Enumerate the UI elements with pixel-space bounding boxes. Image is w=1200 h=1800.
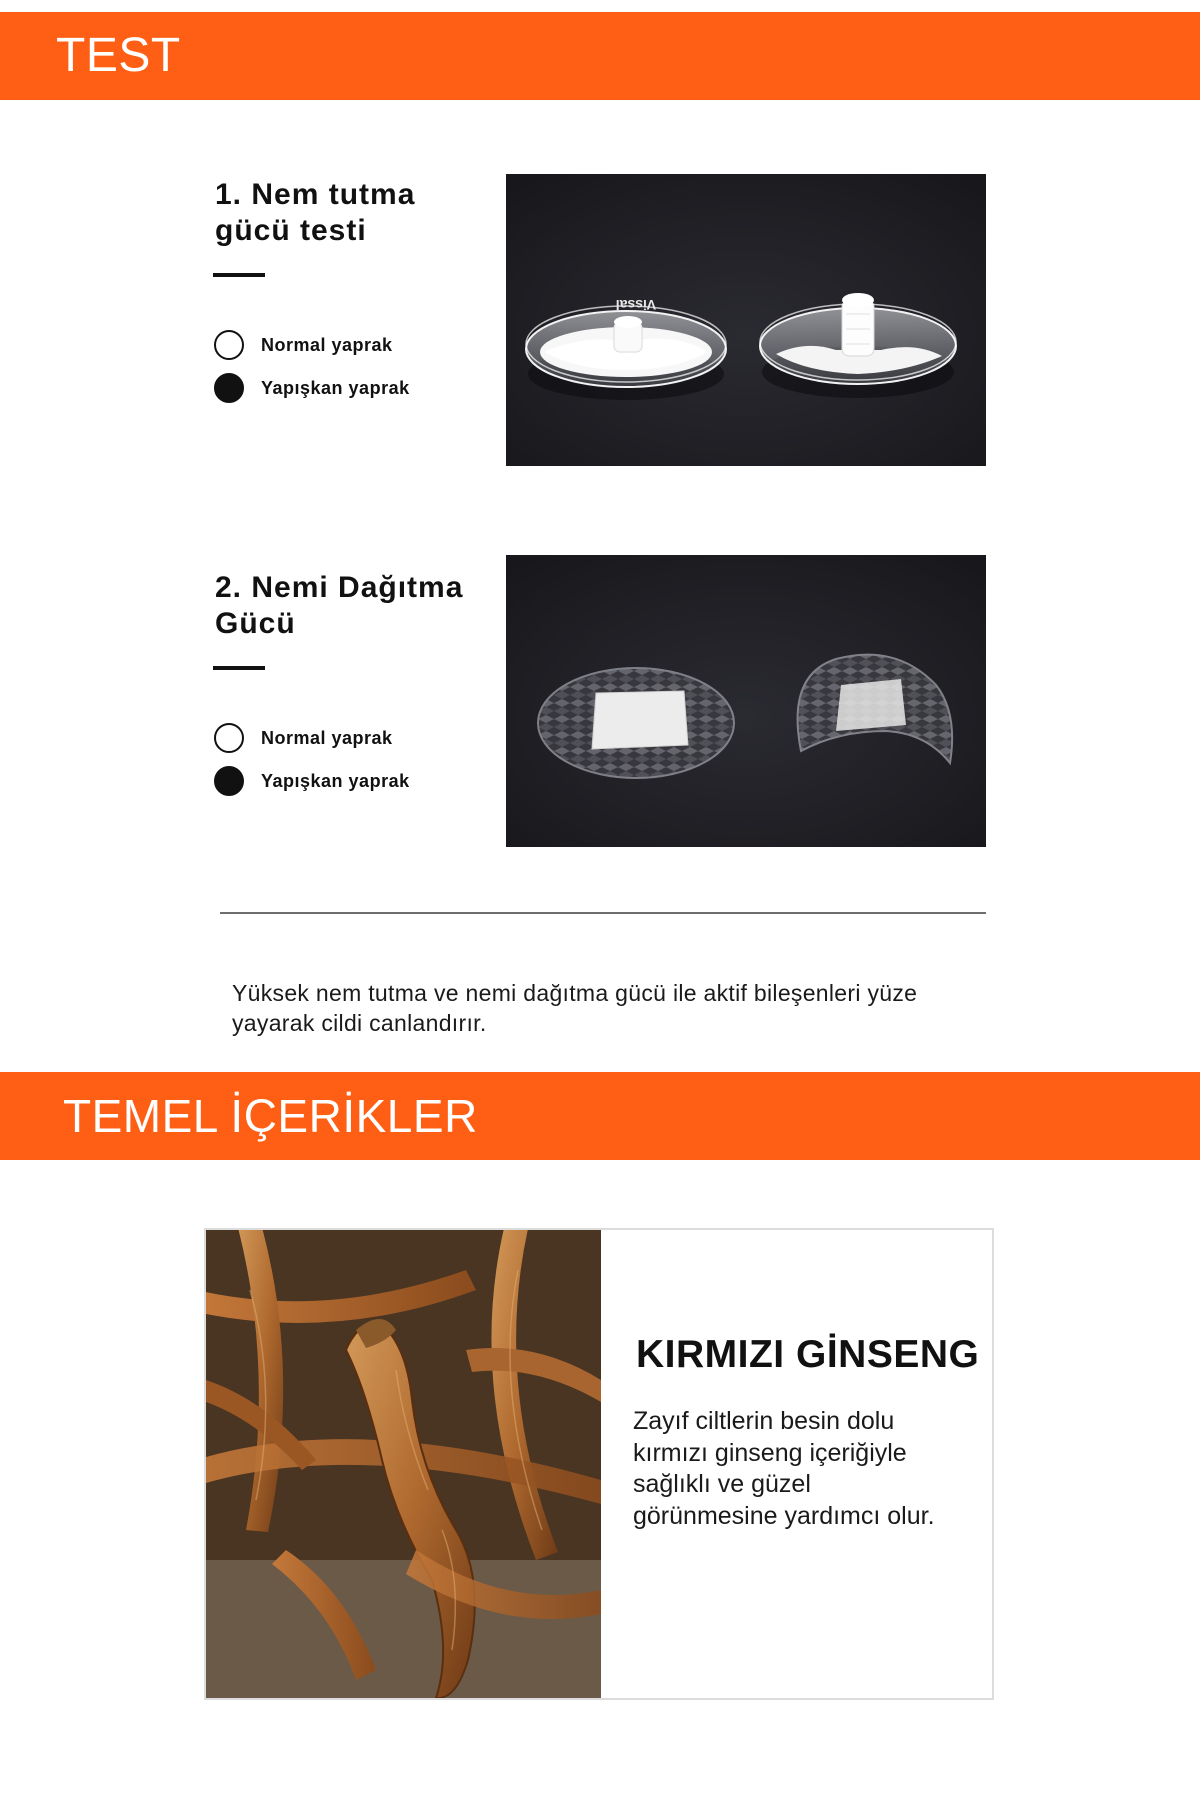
ginseng-illustration <box>206 1230 601 1698</box>
legend-item-adhesive <box>214 371 410 405</box>
legend-label: Normal yaprak <box>261 727 393 748</box>
patch-photo <box>506 555 986 847</box>
test-title: 1. Nem tutma gücü testi <box>215 178 416 247</box>
legend-item-normal <box>214 721 393 755</box>
legend-label: Normal yaprak <box>261 334 393 355</box>
petri-dish-photo <box>506 174 986 466</box>
ingredient-name: KIRMIZI GİNSENG <box>636 1333 980 1376</box>
section-divider <box>220 912 986 914</box>
title-underline <box>213 273 265 277</box>
ingredients-header-title: TEMEL İÇERİKLER <box>63 1090 478 1142</box>
legend-label: Yapışkan yaprak <box>261 770 410 791</box>
hollow-circle-icon <box>214 330 244 360</box>
patch-illustration <box>506 555 986 847</box>
dish-label: Vissal <box>615 297 656 313</box>
petri-dish-illustration <box>506 174 986 466</box>
title-underline <box>213 666 265 670</box>
ingredient-description: Zayıf ciltlerin besin dolu kırmızı ginseng içeriğiyle sağlıklı ve güzel görünmesine yardımcı olur. <box>633 1407 935 1530</box>
test-header-title: TEST <box>56 29 181 82</box>
test-title: 2. Nemi Dağıtma Gücü <box>215 571 464 640</box>
hollow-circle-icon <box>214 723 244 753</box>
red-ginseng-photo <box>206 1230 601 1698</box>
ingredients-header-band <box>0 1072 1200 1160</box>
ingredient-card <box>204 1228 994 1700</box>
filled-circle-icon <box>214 373 244 403</box>
filled-circle-icon <box>214 766 244 796</box>
test-summary: Yüksek nem tutma ve nemi dağıtma gücü ile aktif bileşenleri yüze yayarak cildi canlandırır. <box>232 980 918 1036</box>
legend-label: Yapışkan yaprak <box>261 377 410 398</box>
test-header-band <box>0 12 1200 100</box>
legend-item-adhesive <box>214 764 410 798</box>
legend-item-normal <box>214 328 393 362</box>
